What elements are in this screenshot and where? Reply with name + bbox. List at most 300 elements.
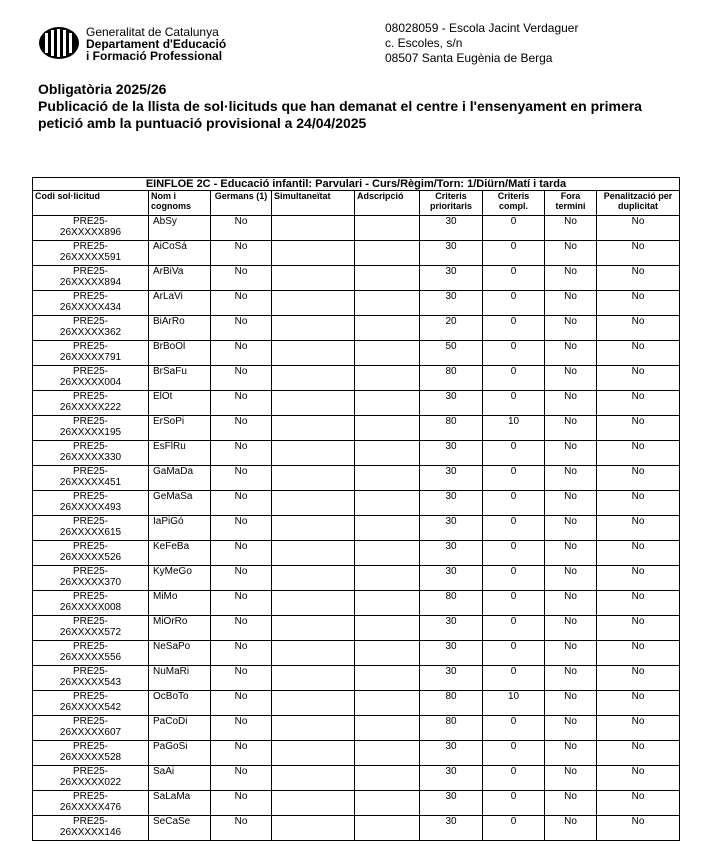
cell-simultaneitat [272, 616, 355, 641]
cell-adscripcio [355, 316, 420, 341]
table-row [33, 741, 680, 766]
col-nom-header: Nom i cognoms [149, 191, 211, 216]
table-row [33, 316, 680, 341]
cell-codi [33, 491, 149, 516]
cell-simultaneitat [272, 391, 355, 416]
cell-compl: 0 [483, 791, 545, 816]
codi-suffix: 26XXXXX591 [59, 252, 122, 263]
codi-prefix: PRE25- [72, 416, 108, 427]
codi-suffix: 26XXXXX476 [59, 802, 122, 813]
table-row [33, 616, 680, 641]
codi-prefix: PRE25- [72, 366, 108, 377]
cell-penalitzacio: No [597, 241, 680, 266]
cell-codi [33, 341, 149, 366]
cell-fora: No [545, 316, 597, 341]
cell-prioritaris: 50 [420, 341, 483, 366]
col-simultaneitat-header: Simultaneïtat [272, 191, 355, 216]
cell-germans: No [211, 541, 272, 566]
cell-prioritaris: 30 [420, 466, 483, 491]
cell-prioritaris: 30 [420, 666, 483, 691]
course-band: EINFLOE 2C - Educació infantil: Parvulari - Curs/Règim/Torn: 1/Diürn/Matí i tarda [33, 178, 680, 191]
table-row [33, 666, 680, 691]
cell-nom: PaGoSi [149, 741, 211, 766]
cell-adscripcio [355, 441, 420, 466]
cell-germans: No [211, 516, 272, 541]
cell-prioritaris: 30 [420, 816, 483, 841]
title-description: Publicació de la llista de sol·licituds que han demanat el centre i l'ensenyament en primera petició amb la puntuació provisional a 24/04/2025 [38, 98, 642, 131]
cell-codi [33, 416, 149, 441]
cell-germans: No [211, 816, 272, 841]
cell-compl: 0 [483, 541, 545, 566]
cell-fora: No [545, 816, 597, 841]
cell-penalitzacio: No [597, 516, 680, 541]
codi-suffix: 26XXXXX222 [59, 402, 122, 413]
cell-prioritaris: 30 [420, 291, 483, 316]
cell-nom: MiOrRo [149, 616, 211, 641]
cell-compl: 0 [483, 666, 545, 691]
codi-suffix: 26XXXXX146 [59, 827, 122, 838]
cell-simultaneitat [272, 516, 355, 541]
codi-suffix: 26XXXXX434 [59, 302, 122, 313]
cell-penalitzacio: No [597, 466, 680, 491]
cell-adscripcio [355, 816, 420, 841]
cell-adscripcio [355, 766, 420, 791]
cell-fora: No [545, 666, 597, 691]
cell-codi [33, 666, 149, 691]
cell-prioritaris: 30 [420, 216, 483, 241]
cell-nom: ErSoPi [149, 416, 211, 441]
cell-prioritaris: 30 [420, 641, 483, 666]
cell-nom: EsFlRu [149, 441, 211, 466]
cell-germans: No [211, 716, 272, 741]
cell-germans: No [211, 266, 272, 291]
codi-suffix: 26XXXXX615 [59, 527, 122, 538]
cell-adscripcio [355, 366, 420, 391]
cell-adscripcio [355, 216, 420, 241]
cell-prioritaris: 80 [420, 691, 483, 716]
col-penalitzacio-header: Penalització per duplicitat [597, 191, 680, 216]
codi-suffix: 26XXXXX370 [59, 577, 122, 588]
cell-fora: No [545, 591, 597, 616]
cell-simultaneitat [272, 566, 355, 591]
cell-codi [33, 391, 149, 416]
cell-simultaneitat [272, 716, 355, 741]
cell-compl: 0 [483, 641, 545, 666]
cell-prioritaris: 30 [420, 516, 483, 541]
cell-nom: MiMo [149, 591, 211, 616]
cell-simultaneitat [272, 241, 355, 266]
cell-prioritaris: 30 [420, 266, 483, 291]
table-row [33, 341, 680, 366]
cell-compl: 0 [483, 766, 545, 791]
cell-simultaneitat [272, 666, 355, 691]
cell-compl: 0 [483, 366, 545, 391]
cell-codi [33, 616, 149, 641]
cell-compl: 10 [483, 416, 545, 441]
school-info [385, 21, 578, 66]
table-row [33, 816, 680, 841]
cell-penalitzacio: No [597, 416, 680, 441]
cell-germans: No [211, 566, 272, 591]
cell-compl: 0 [483, 716, 545, 741]
cell-adscripcio [355, 641, 420, 666]
cell-germans: No [211, 291, 272, 316]
cell-germans: No [211, 391, 272, 416]
cell-nom: BiArRo [149, 316, 211, 341]
cell-penalitzacio: No [597, 616, 680, 641]
cell-codi [33, 316, 149, 341]
table-row [33, 691, 680, 716]
cell-adscripcio [355, 741, 420, 766]
cell-simultaneitat [272, 416, 355, 441]
cell-germans: No [211, 316, 272, 341]
school-name: 08028059 - Escola Jacint Verdaguer [385, 21, 579, 35]
cell-simultaneitat [272, 641, 355, 666]
cell-simultaneitat [272, 766, 355, 791]
cell-compl: 0 [483, 241, 545, 266]
cell-germans: No [211, 641, 272, 666]
logo-line-1: Generalitat de Catalunya [86, 25, 219, 39]
codi-prefix: PRE25- [72, 741, 108, 752]
codi-prefix: PRE25- [72, 316, 108, 327]
codi-prefix: PRE25- [72, 666, 108, 677]
cell-adscripcio [355, 616, 420, 641]
cell-adscripcio [355, 791, 420, 816]
cell-simultaneitat [272, 266, 355, 291]
cell-germans: No [211, 491, 272, 516]
cell-codi [33, 266, 149, 291]
cell-fora: No [545, 441, 597, 466]
table-row [33, 566, 680, 591]
table-row [33, 291, 680, 316]
table-row [33, 416, 680, 441]
table-row [33, 591, 680, 616]
page-title [38, 81, 678, 132]
cell-germans: No [211, 466, 272, 491]
cell-fora: No [545, 541, 597, 566]
cell-compl: 0 [483, 616, 545, 641]
table-row [33, 491, 680, 516]
cell-fora: No [545, 216, 597, 241]
cell-codi [33, 516, 149, 541]
cell-penalitzacio: No [597, 741, 680, 766]
cell-adscripcio [355, 341, 420, 366]
cell-simultaneitat [272, 466, 355, 491]
cell-codi [33, 741, 149, 766]
generalitat-logo [38, 24, 278, 64]
cell-nom: PaCoDi [149, 716, 211, 741]
table-row [33, 241, 680, 266]
codi-prefix: PRE25- [72, 466, 108, 477]
cell-adscripcio [355, 666, 420, 691]
table-row [33, 791, 680, 816]
cell-simultaneitat [272, 541, 355, 566]
cell-penalitzacio: No [597, 441, 680, 466]
cell-codi [33, 641, 149, 666]
school-city: 08507 Santa Eugènia de Berga [385, 51, 553, 65]
cell-germans: No [211, 691, 272, 716]
cell-simultaneitat [272, 291, 355, 316]
table-row [33, 716, 680, 741]
cell-nom: ElOt [149, 391, 211, 416]
col-prioritaris-header: Criteris prioritaris [420, 191, 483, 216]
codi-prefix: PRE25- [72, 441, 108, 452]
cell-fora: No [545, 366, 597, 391]
cell-adscripcio [355, 691, 420, 716]
cell-compl: 0 [483, 591, 545, 616]
table-row [33, 766, 680, 791]
cell-penalitzacio: No [597, 216, 680, 241]
codi-prefix: PRE25- [72, 241, 108, 252]
cell-adscripcio [355, 516, 420, 541]
cell-penalitzacio: No [597, 266, 680, 291]
cell-compl: 0 [483, 466, 545, 491]
cell-nom: ArBiVa [149, 266, 211, 291]
cell-germans: No [211, 591, 272, 616]
codi-suffix: 26XXXXX791 [59, 352, 122, 363]
title-year: Obligatòria 2025/26 [38, 81, 167, 97]
cell-penalitzacio: No [597, 341, 680, 366]
table-row [33, 641, 680, 666]
table-row [33, 366, 680, 391]
cell-simultaneitat [272, 591, 355, 616]
codi-prefix: PRE25- [72, 691, 108, 702]
cell-nom: NuMaRi [149, 666, 211, 691]
codi-suffix: 26XXXXX542 [59, 702, 122, 713]
cell-germans: No [211, 241, 272, 266]
cell-germans: No [211, 666, 272, 691]
cell-nom: KeFeBa [149, 541, 211, 566]
cell-simultaneitat [272, 691, 355, 716]
cell-fora: No [545, 566, 597, 591]
cell-penalitzacio: No [597, 666, 680, 691]
cell-germans: No [211, 441, 272, 466]
cell-nom: BrSaFu [149, 366, 211, 391]
logo-line-3: i Formació Professional [86, 49, 223, 63]
cell-fora: No [545, 691, 597, 716]
codi-prefix: PRE25- [72, 266, 108, 277]
cell-simultaneitat [272, 316, 355, 341]
col-adscripcio-header: Adscripció [355, 191, 420, 216]
cell-adscripcio [355, 491, 420, 516]
cell-germans: No [211, 791, 272, 816]
cell-codi [33, 541, 149, 566]
cell-adscripcio [355, 541, 420, 566]
cell-prioritaris: 20 [420, 316, 483, 341]
cell-fora: No [545, 791, 597, 816]
codi-suffix: 26XXXXX526 [59, 552, 122, 563]
cell-nom: OcBoTo [149, 691, 211, 716]
cell-codi [33, 566, 149, 591]
generalitat-emblem-icon [38, 26, 80, 60]
cell-fora: No [545, 341, 597, 366]
codi-suffix: 26XXXXX896 [59, 227, 122, 238]
cell-compl: 10 [483, 691, 545, 716]
cell-compl: 0 [483, 566, 545, 591]
codi-suffix: 26XXXXX451 [59, 477, 122, 488]
cell-germans: No [211, 366, 272, 391]
cell-codi [33, 366, 149, 391]
codi-suffix: 26XXXXX556 [59, 652, 122, 663]
codi-suffix: 26XXXXX195 [59, 427, 122, 438]
cell-fora: No [545, 766, 597, 791]
cell-germans: No [211, 616, 272, 641]
logo-line-2: Departament d'Educació [86, 37, 227, 51]
col-germans-header: Germans (1) [211, 191, 272, 216]
codi-prefix: PRE25- [72, 816, 108, 827]
codi-suffix: 26XXXXX022 [59, 777, 122, 788]
cell-codi [33, 241, 149, 266]
cell-compl: 0 [483, 441, 545, 466]
cell-prioritaris: 30 [420, 541, 483, 566]
table-row [33, 441, 680, 466]
codi-prefix: PRE25- [72, 291, 108, 302]
cell-adscripcio [355, 241, 420, 266]
codi-prefix: PRE25- [72, 791, 108, 802]
cell-codi [33, 291, 149, 316]
cell-codi [33, 791, 149, 816]
cell-prioritaris: 30 [420, 766, 483, 791]
codi-prefix: PRE25- [72, 641, 108, 652]
cell-compl: 0 [483, 516, 545, 541]
cell-simultaneitat [272, 341, 355, 366]
cell-fora: No [545, 291, 597, 316]
cell-fora: No [545, 466, 597, 491]
cell-penalitzacio: No [597, 491, 680, 516]
cell-fora: No [545, 741, 597, 766]
col-codi-header: Codi sol·licitud [33, 191, 149, 216]
codi-suffix: 26XXXXX362 [59, 327, 122, 338]
codi-prefix: PRE25- [72, 341, 108, 352]
cell-prioritaris: 30 [420, 616, 483, 641]
cell-fora: No [545, 641, 597, 666]
cell-fora: No [545, 416, 597, 441]
cell-penalitzacio: No [597, 766, 680, 791]
cell-codi [33, 691, 149, 716]
cell-codi [33, 441, 149, 466]
codi-suffix: 26XXXXX572 [59, 627, 122, 638]
table-row [33, 266, 680, 291]
cell-compl: 0 [483, 491, 545, 516]
codi-suffix: 26XXXXX528 [59, 752, 122, 763]
cell-nom: KyMeGo [149, 566, 211, 591]
cell-fora: No [545, 266, 597, 291]
codi-prefix: PRE25- [72, 391, 108, 402]
cell-codi [33, 716, 149, 741]
cell-adscripcio [355, 266, 420, 291]
cell-nom: GeMaSa [149, 491, 211, 516]
codi-prefix: PRE25- [72, 766, 108, 777]
cell-codi [33, 591, 149, 616]
cell-nom: SaLaMa [149, 791, 211, 816]
cell-nom: SeCaSe [149, 816, 211, 841]
codi-prefix: PRE25- [72, 491, 108, 502]
cell-prioritaris: 30 [420, 791, 483, 816]
cell-penalitzacio: No [597, 716, 680, 741]
table-row [33, 516, 680, 541]
cell-compl: 0 [483, 341, 545, 366]
cell-codi [33, 466, 149, 491]
cell-nom: GaMaDa [149, 466, 211, 491]
cell-codi [33, 216, 149, 241]
cell-penalitzacio: No [597, 291, 680, 316]
cell-simultaneitat [272, 491, 355, 516]
cell-adscripcio [355, 391, 420, 416]
cell-simultaneitat [272, 816, 355, 841]
codi-suffix: 26XXXXX543 [59, 677, 122, 688]
cell-fora: No [545, 716, 597, 741]
cell-nom: AiCoSá [149, 241, 211, 266]
cell-compl: 0 [483, 266, 545, 291]
cell-penalitzacio: No [597, 641, 680, 666]
cell-adscripcio [355, 416, 420, 441]
cell-codi [33, 816, 149, 841]
cell-nom: ArLaVi [149, 291, 211, 316]
cell-simultaneitat [272, 741, 355, 766]
cell-prioritaris: 30 [420, 391, 483, 416]
cell-nom: BrBoOl [149, 341, 211, 366]
table-row [33, 391, 680, 416]
codi-suffix: 26XXXXX607 [59, 727, 122, 738]
codi-prefix: PRE25- [72, 566, 108, 577]
cell-adscripcio [355, 566, 420, 591]
cell-adscripcio [355, 716, 420, 741]
col-fora-header: Fora termini [545, 191, 597, 216]
cell-prioritaris: 80 [420, 591, 483, 616]
cell-simultaneitat [272, 366, 355, 391]
cell-germans: No [211, 766, 272, 791]
cell-fora: No [545, 241, 597, 266]
cell-penalitzacio: No [597, 566, 680, 591]
cell-germans: No [211, 216, 272, 241]
codi-suffix: 26XXXXX493 [59, 502, 122, 513]
cell-prioritaris: 80 [420, 366, 483, 391]
cell-simultaneitat [272, 441, 355, 466]
cell-prioritaris: 30 [420, 241, 483, 266]
table-row [33, 216, 680, 241]
cell-compl: 0 [483, 316, 545, 341]
cell-compl: 0 [483, 741, 545, 766]
cell-prioritaris: 30 [420, 441, 483, 466]
cell-fora: No [545, 491, 597, 516]
cell-prioritaris: 30 [420, 741, 483, 766]
table-row [33, 466, 680, 491]
codi-prefix: PRE25- [72, 616, 108, 627]
table-row [33, 541, 680, 566]
cell-penalitzacio: No [597, 691, 680, 716]
cell-compl: 0 [483, 216, 545, 241]
cell-penalitzacio: No [597, 391, 680, 416]
cell-penalitzacio: No [597, 791, 680, 816]
cell-adscripcio [355, 466, 420, 491]
cell-compl: 0 [483, 816, 545, 841]
cell-simultaneitat [272, 791, 355, 816]
cell-nom: SaAi [149, 766, 211, 791]
cell-prioritaris: 80 [420, 416, 483, 441]
cell-penalitzacio: No [597, 366, 680, 391]
cell-prioritaris: 30 [420, 566, 483, 591]
col-compl-header: Criteris compl. [483, 191, 545, 216]
cell-nom: NeSaPo [149, 641, 211, 666]
cell-germans: No [211, 741, 272, 766]
codi-prefix: PRE25- [72, 216, 108, 227]
cell-fora: No [545, 391, 597, 416]
codi-suffix: 26XXXXX004 [59, 377, 122, 388]
school-street: c. Escoles, s/n [385, 36, 463, 50]
codi-prefix: PRE25- [72, 716, 108, 727]
cell-penalitzacio: No [597, 541, 680, 566]
cell-simultaneitat [272, 216, 355, 241]
